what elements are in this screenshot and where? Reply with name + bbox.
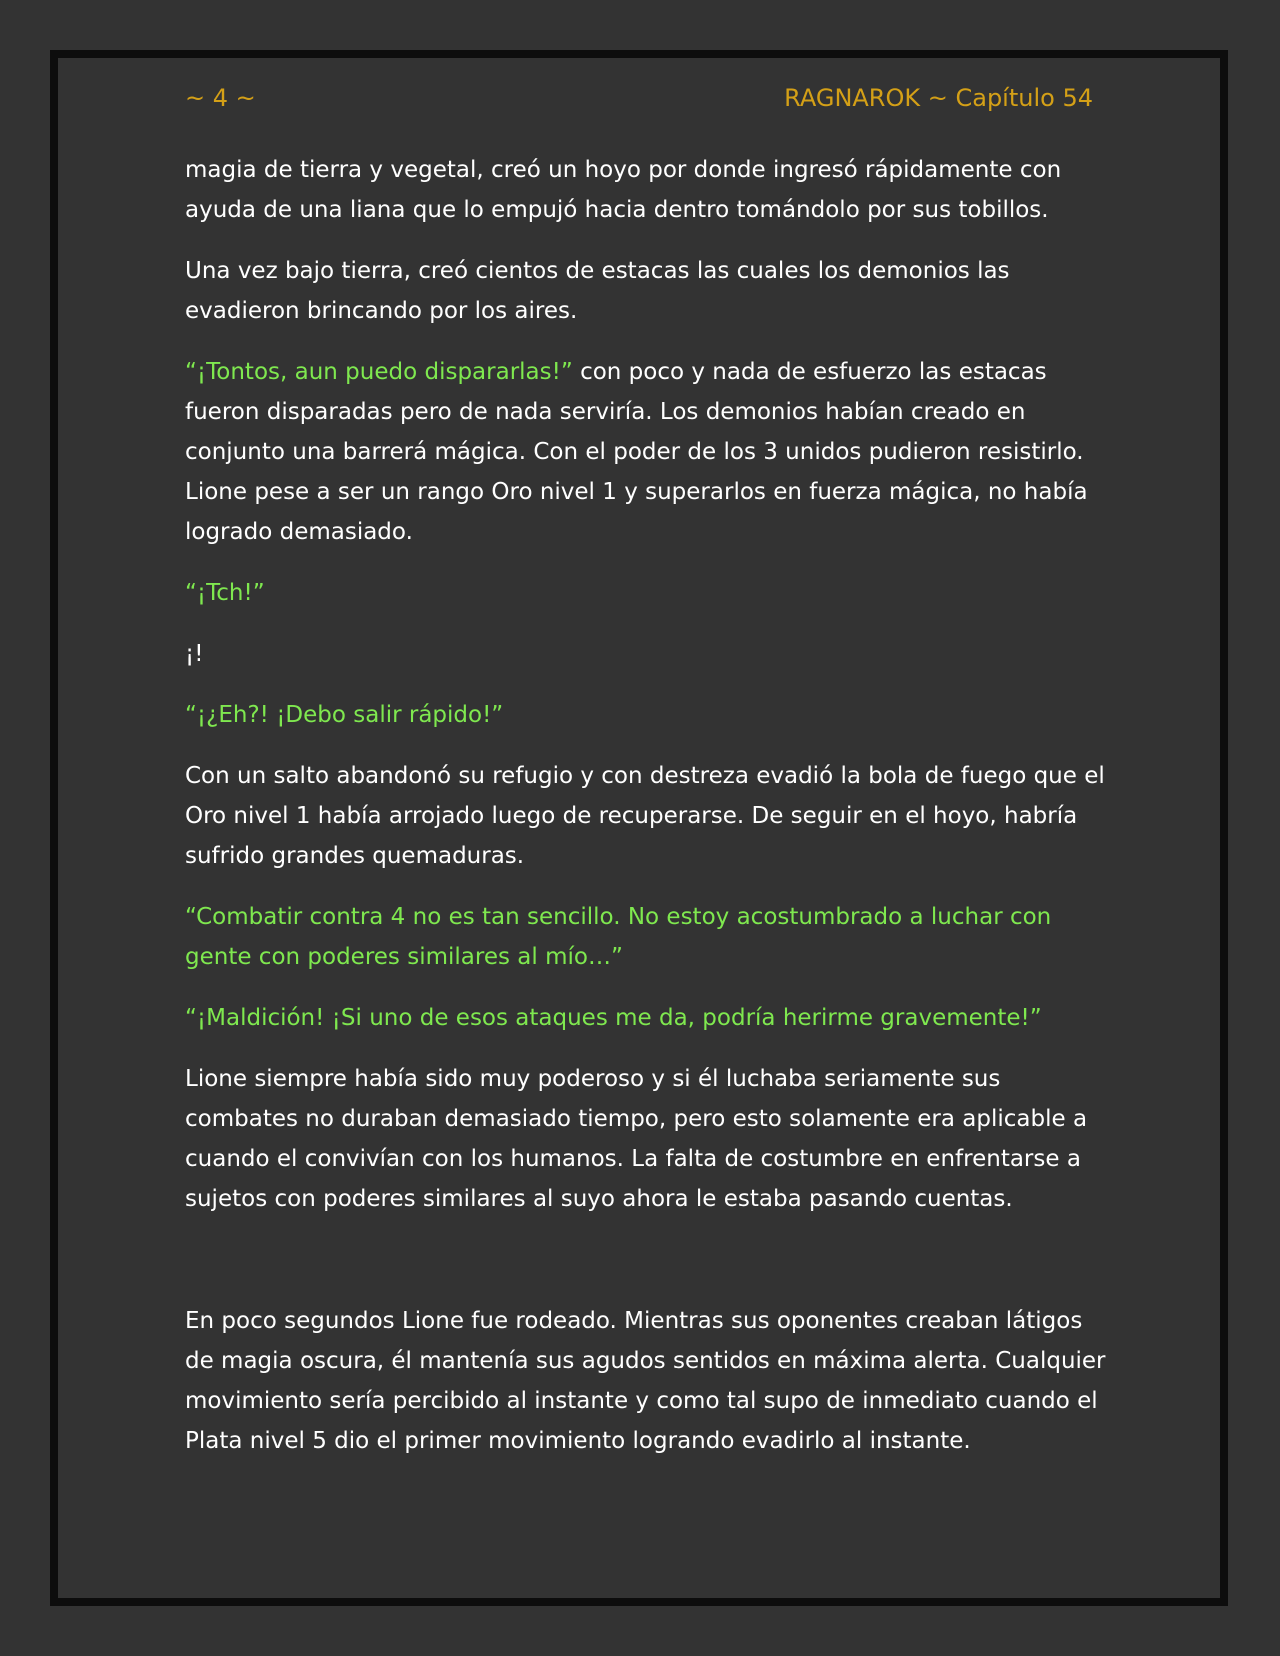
dialogue: “¡Tontos, aun puedo dispararlas!” <box>185 359 573 385</box>
section-break <box>185 1240 1115 1301</box>
dialogue: “¡¿Eh?! ¡Debo salir rápido!” <box>185 702 504 728</box>
paragraph: ¡! <box>185 641 204 667</box>
dialogue-paragraph <box>185 897 1115 977</box>
dialogue: “¡Tch!” <box>185 580 265 606</box>
dialogue-paragraph <box>185 998 1115 1038</box>
paragraph: Con un salto abandonó su refugio y con destreza evadió la bola de fuego que el Oro nivel 1 había arrojado luego de recuperarse. De seguir en el hoyo, habría sufrido grandes quemaduras. <box>185 763 1105 869</box>
page-header <box>185 84 1093 120</box>
page-frame <box>50 50 1228 1606</box>
page-number: ~ 4 ~ <box>185 84 256 112</box>
dialogue: “¡Maldición! ¡Si uno de esos ataques me da, podría herirme gravemente!” <box>185 1005 1042 1031</box>
paragraph: En poco segundos Lione fue rodeado. Mientras sus oponentes creaban látigos de magia oscura, él mantenía sus agudos sentidos en máxima alerta. Cualquier movimiento sería percibido al instante y como tal supo de inmediato cuando el Plata nivel 5 dio el primer movimiento logrando evadirlo al instante. <box>185 1308 1106 1454</box>
paragraph: Lione siempre había sido muy poderoso y si él luchaba seriamente sus combates no duraban demasiado tiempo, pero esto solamente era aplicable a cuando el convivían con los humanos. La falta de costumbre en enfrentarse a sujetos con poderes similares al suyo ahora le estaba pasando cuentas. <box>185 1066 1088 1212</box>
dialogue: “Combatir contra 4 no es tan sencillo. No estoy acostumbrado a luchar con gente con poderes similares al mío…” <box>185 904 1052 970</box>
dialogue-paragraph <box>185 573 1115 613</box>
paragraph: magia de tierra y vegetal, creó un hoyo por donde ingresó rápidamente con ayuda de una liana que lo empujó hacia dentro tomándolo por sus tobillos. <box>185 157 1062 223</box>
chapter-title: RAGNAROK ~ Capítulo 54 <box>784 84 1093 112</box>
page-body <box>185 150 1115 1482</box>
paragraph: “¡Tontos, aun puedo dispararlas!” con poco y nada de esfuerzo las estacas fueron disparadas pero de nada serviría. Los demonios habían creado en conjunto una barrerá mágica. Con el poder de los 3 unidos pudieron resistirlo. Lione pese a ser un rango Oro nivel 1 y superarlos en fuerza mágica, no había logrado demasiado. <box>185 359 1088 545</box>
paragraph: Una vez bajo tierra, creó cientos de estacas las cuales los demonios las evadieron brincando por los aires. <box>185 258 1010 324</box>
dialogue-paragraph <box>185 695 1115 735</box>
